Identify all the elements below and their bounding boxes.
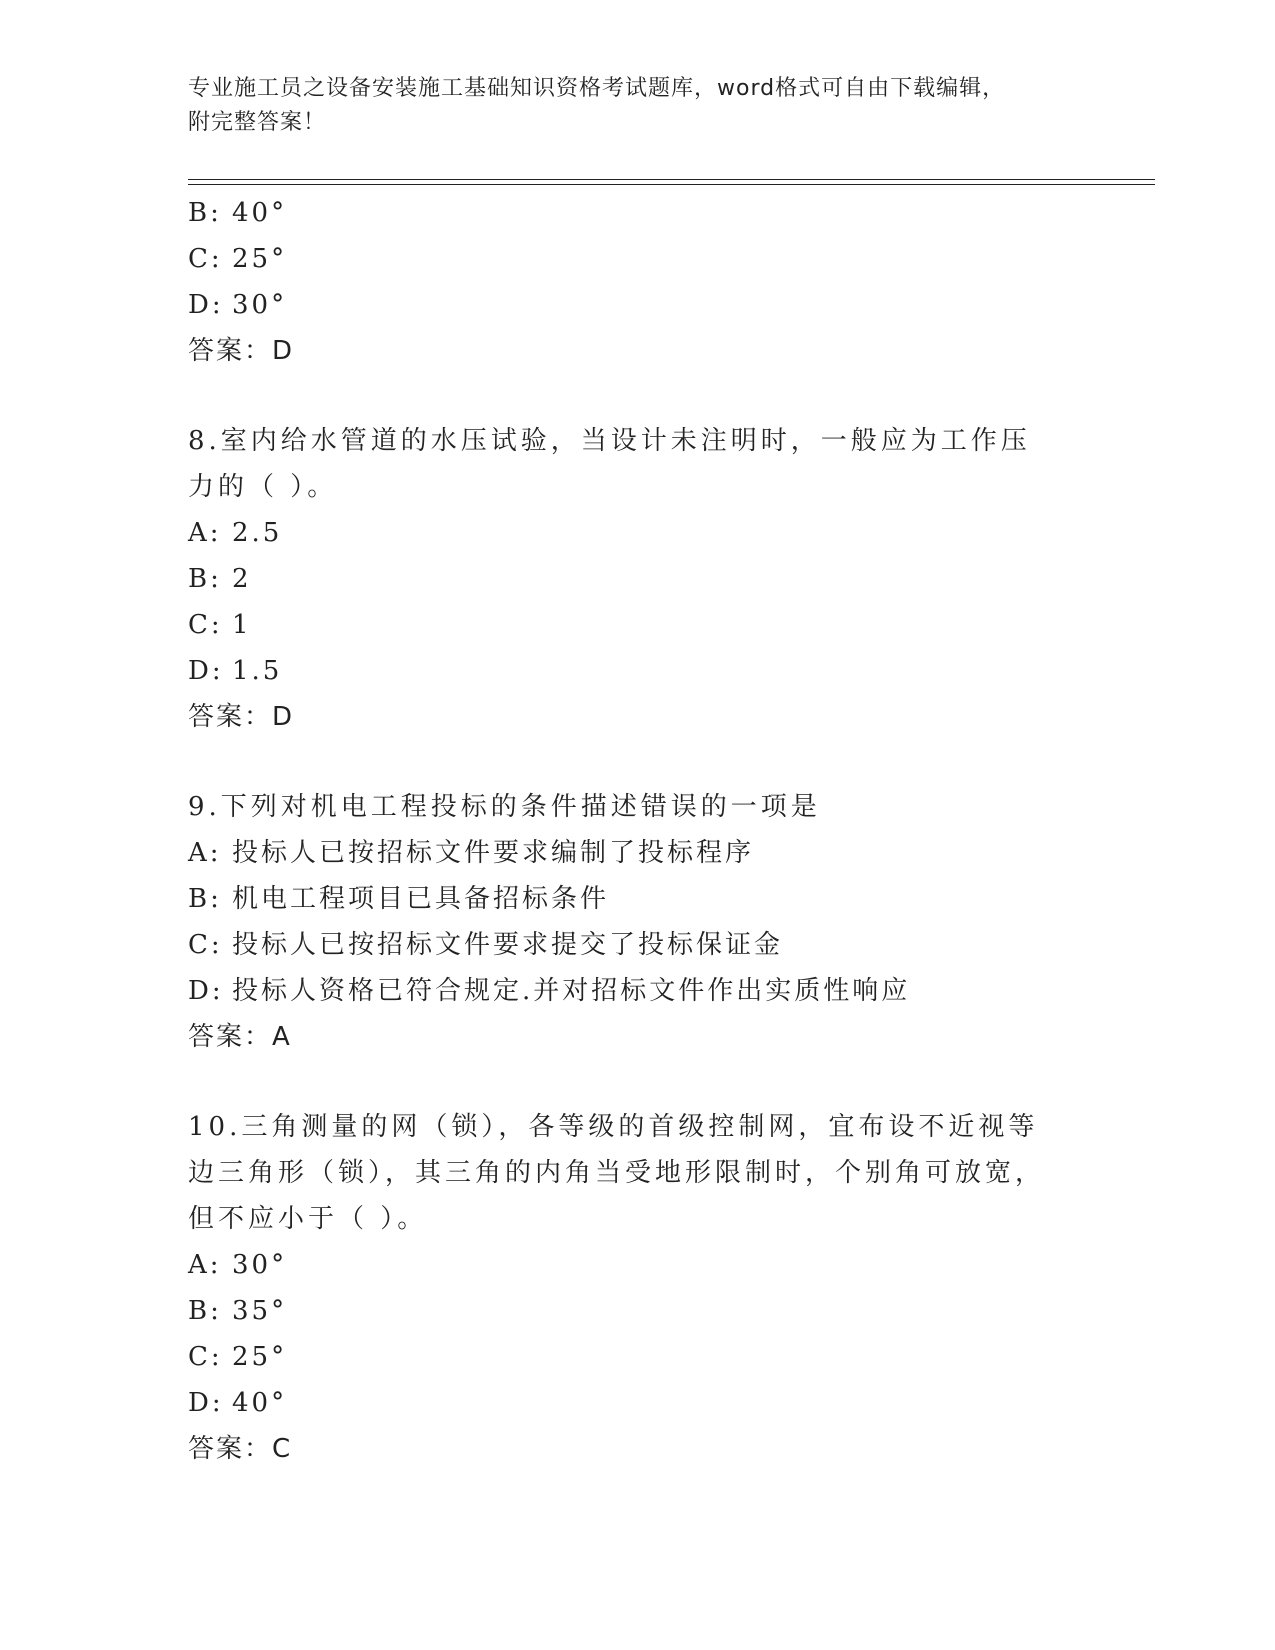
spacer [188, 1060, 1088, 1104]
option-label: B: [188, 564, 222, 594]
option-text: 投标人已按招标文件要求编制了投标程序 [232, 838, 755, 868]
question-text: 8.室内给水管道的水压试验，当设计未注明时，一般应为工作压力的（ ）。 [188, 426, 1031, 502]
header-divider-top [188, 179, 1155, 180]
option-label: A: [188, 518, 222, 548]
option-row [188, 1334, 1088, 1380]
option-label: D: [188, 656, 224, 686]
header-line-1: 专业施工员之设备安装施工基础知识资格考试题库，word格式可自由下载编辑， [188, 76, 1006, 101]
option-text: 机电工程项目已具备招标条件 [232, 884, 610, 914]
question-content [188, 190, 1088, 1472]
previous-question-tail [188, 190, 1088, 374]
option-row [188, 1288, 1088, 1334]
question-10 [188, 1104, 1088, 1472]
option-row [188, 1380, 1088, 1426]
option-text: 投标人已按招标文件要求提交了投标保证金 [232, 930, 784, 960]
option-text: 投标人资格已符合规定.并对招标文件作出实质性响应 [232, 976, 911, 1006]
option-text: 25° [232, 1342, 288, 1372]
option-text: 1.5 [232, 656, 283, 686]
option-text: 30° [232, 290, 288, 320]
option-label: C: [188, 610, 223, 640]
option-label: B: [188, 1296, 222, 1326]
option-row [188, 282, 1088, 328]
option-row [188, 830, 1088, 876]
option-text: 30° [232, 1250, 288, 1280]
option-row [188, 190, 1088, 236]
option-text: 2.5 [232, 518, 283, 548]
question-text: 9.下列对机电工程投标的条件描述错误的一项是 [188, 792, 821, 822]
option-label: C: [188, 1342, 223, 1372]
option-row [188, 968, 1088, 1014]
option-text: 2 [232, 564, 252, 594]
option-text: 35° [232, 1296, 288, 1326]
option-text: 1 [232, 610, 252, 640]
option-row [188, 648, 1088, 694]
option-row [188, 510, 1088, 556]
option-label: B: [188, 198, 222, 228]
option-label: D: [188, 976, 224, 1006]
option-label: C: [188, 244, 223, 274]
option-row [188, 602, 1088, 648]
option-label: B: [188, 884, 222, 914]
option-text: 40° [232, 198, 288, 228]
question-8 [188, 418, 1088, 740]
answer-line: 答案：D [188, 702, 295, 732]
spacer [188, 374, 1088, 418]
option-label: A: [188, 838, 222, 868]
option-label: D: [188, 1388, 224, 1418]
option-text: 40° [232, 1388, 288, 1418]
question-9 [188, 784, 1088, 1060]
option-row [188, 556, 1088, 602]
answer-line: 答案：A [188, 1022, 292, 1052]
document-header [188, 72, 1068, 140]
option-row [188, 876, 1088, 922]
answer-line: 答案：C [188, 1434, 293, 1464]
spacer [188, 740, 1088, 784]
question-text: 10.三角测量的网（锁），各等级的首级控制网，宜布设不近视等边三角形（锁），其三角的内角当受地形限制时，个别角可放宽，但不应小于（ ）。 [188, 1112, 1046, 1234]
option-row [188, 236, 1088, 282]
option-label: C: [188, 930, 223, 960]
option-text: 25° [232, 244, 288, 274]
option-row [188, 1242, 1088, 1288]
option-label: A: [188, 1250, 222, 1280]
header-line-2: 附完整答案！ [188, 110, 327, 135]
header-divider-bottom [188, 184, 1155, 185]
option-row [188, 922, 1088, 968]
answer-line: 答案：D [188, 336, 295, 366]
option-label: D: [188, 290, 224, 320]
